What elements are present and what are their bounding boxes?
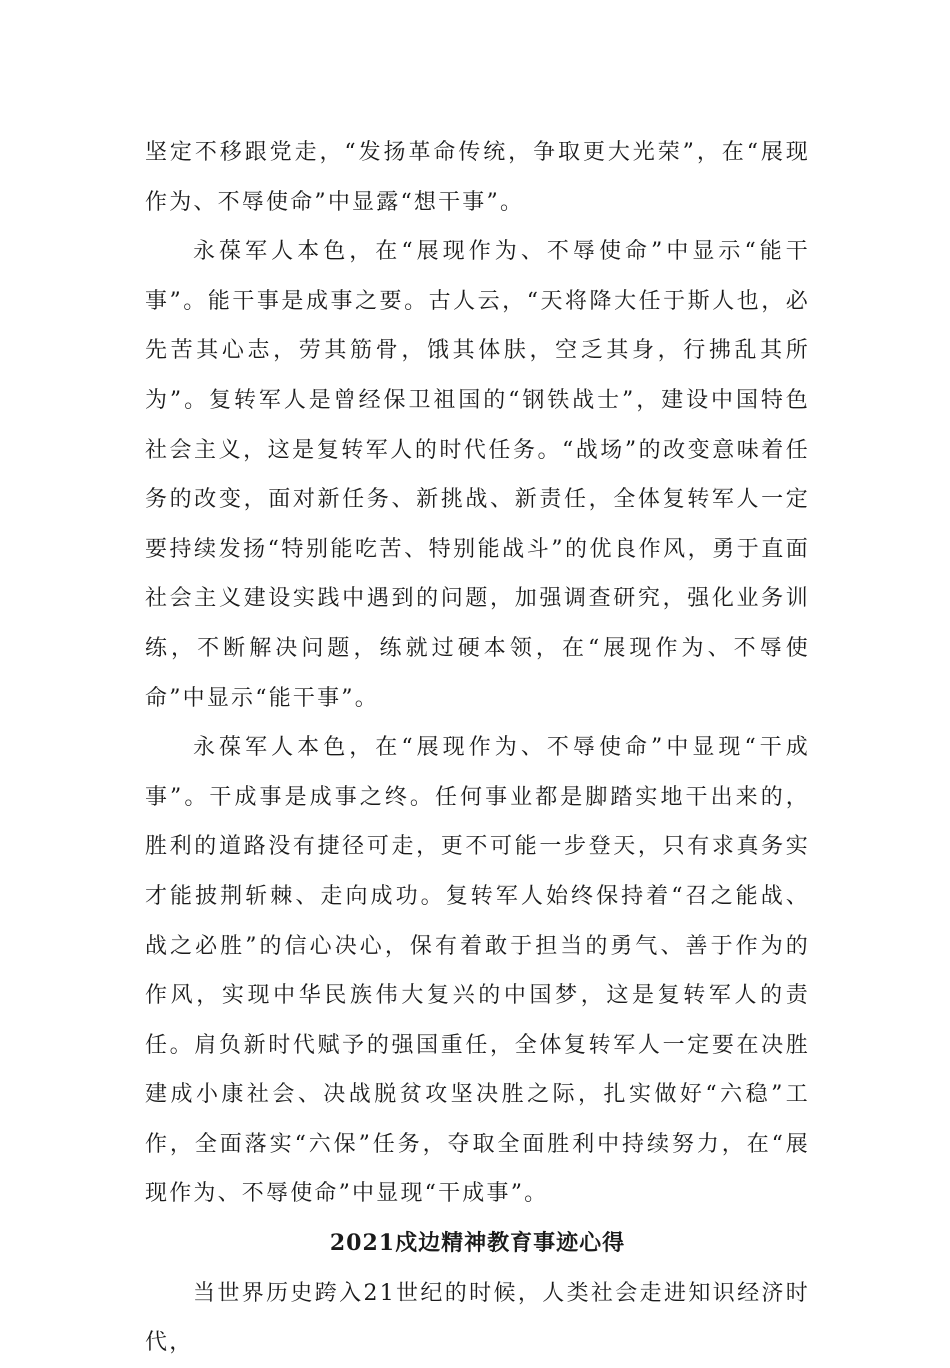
section-heading: 2021戍边精神教育事迹心得	[329, 1230, 626, 1257]
paragraph-new-section-start: 当世界历史跨入21世纪的时候，人类社会走进知识经济时代，	[145, 1280, 810, 1356]
document-body	[145, 128, 810, 1368]
paragraph-neng-gan-shi: 永葆军人本色，在“展现作为、不辱使命”中显示“能干事”。能干事是成事之要。古人云，“天将降大任于斯人也，必先苦其心志，劳其筋骨，饿其体肤，空乏其身，行拂乱其所为”。复转军人是曾经保卫祖国的“钢铁战士”，建设中国特色社会主义，这是复转军人的时代任务。“战场”的改变意味着任务的改变，面对新任务、新挑战、新责任，全体复转军人一定要持续发扬“特别能吃苦、特别能战斗”的优良作风，勇于直面社会主义建设实践中遇到的问题，加强调查研究，强化业务训练，不断解决问题，练就过硬本领，在“展现作为、不辱使命”中显示“能干事”。	[145, 239, 810, 711]
paragraph-gan-cheng-shi: 永葆军人本色，在“展现作为、不辱使命”中显现“干成事”。干成事是成事之终。任何事业都是脚踏实地干出来的，胜利的道路没有捷径可走，更不可能一步登天，只有求真务实才能披荆斩棘、走向成功。复转军人始终保持着“召之能战、战之必胜”的信心决心，保有着敢于担当的勇气、善于作为的作风，实现中华民族伟大复兴的中国梦，这是复转军人的责任。肩负新时代赋予的强国重任，全体复转军人一定要在决胜建成小康社会、决战脱贫攻坚决胜之际，扎实做好“六稳”工作，全面落实“六保”任务，夺取全面胜利中持续努力，在“展现作为、不辱使命”中显现“干成事”。	[145, 735, 810, 1207]
paragraph-continuation: 坚定不移跟党走，“发扬革命传统，争取更大光荣”，在“展现作为、不辱使命”中显露“想干事”。	[145, 140, 810, 215]
